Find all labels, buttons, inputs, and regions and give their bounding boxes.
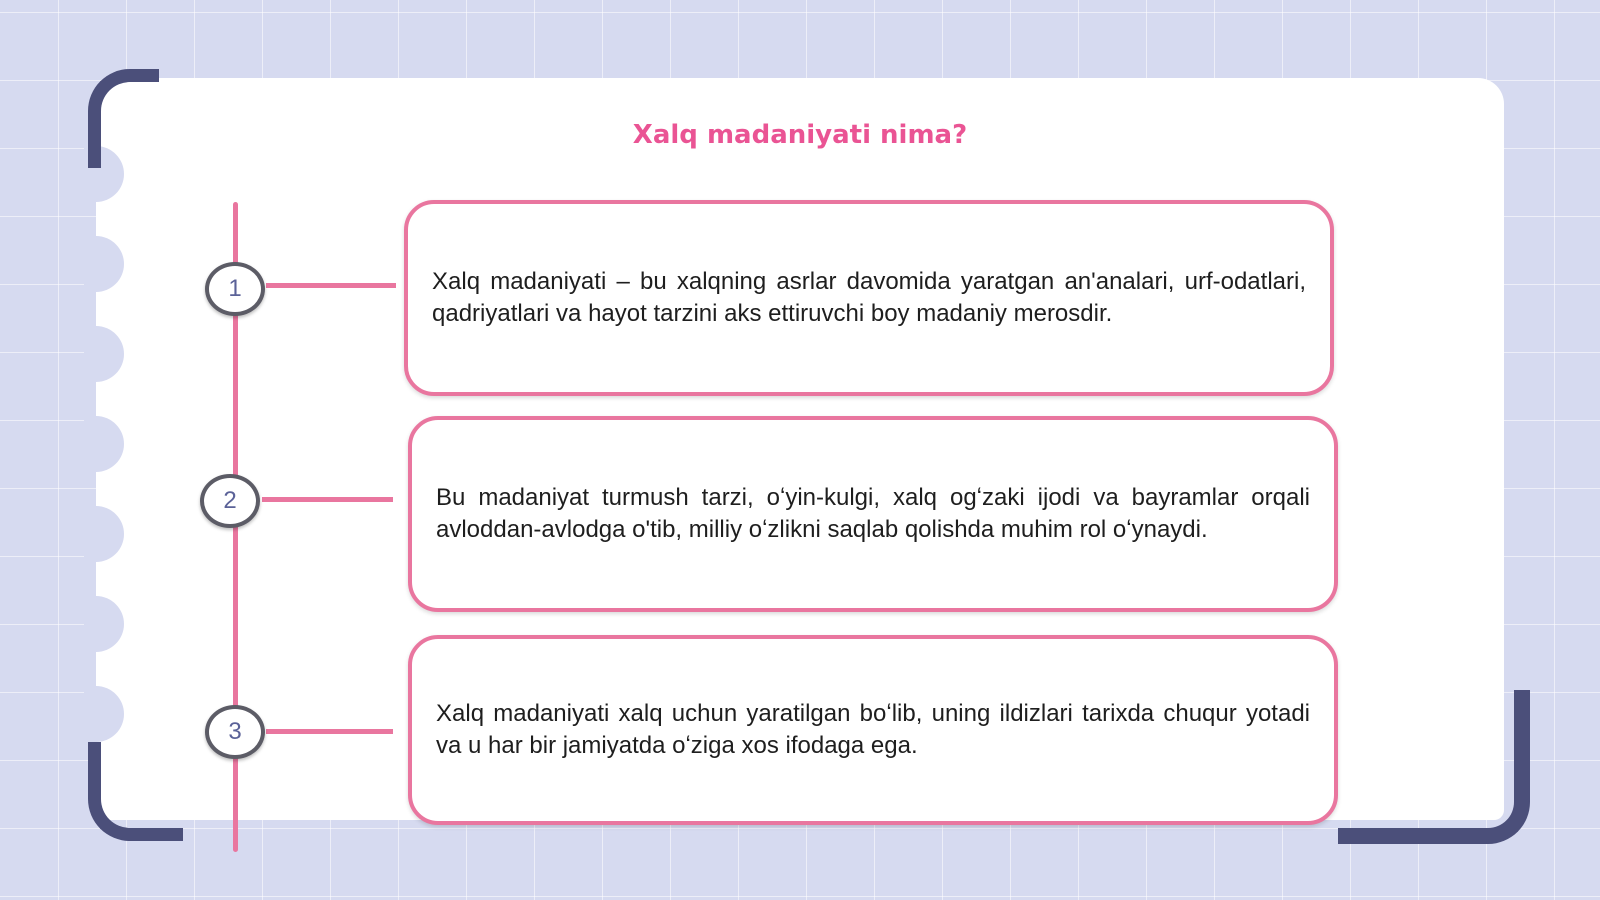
- corner-bracket-bottom-right: [1338, 690, 1530, 844]
- connector-line: [262, 497, 393, 502]
- step-number-badge: 2: [200, 474, 260, 528]
- step-number-badge: 1: [205, 262, 265, 316]
- slide-title: Xalq madaniyati nima?: [632, 120, 968, 150]
- connector-line: [266, 729, 393, 734]
- corner-bracket-top-left: [88, 69, 159, 168]
- connector-line: [266, 283, 396, 288]
- corner-bracket-bottom-left: [88, 742, 183, 841]
- info-card-text: Xalq madaniyati – bu xalqning asrlar davomida yaratgan an'analari, urf-odatlari, qadriyatlari va hayot tarzini aks ettiruvchi boy madaniy merosdir.: [432, 268, 1306, 327]
- info-card: [404, 200, 1334, 396]
- info-card-text: Bu madaniyat turmush tarzi, oʻyin-kulgi, xalq ogʻzaki ijodi va bayramlar orqali avloddan-avlodga o'tib, milliy oʻzlikni saqlab qolishda muhim rol oʻynaydi.: [436, 484, 1310, 543]
- info-card-text: Xalq madaniyati xalq uchun yaratilgan boʻlib, uning ildizlari tarixda chuqur yotadi va u har bir jamiyatda oʻziga xos ifodaga ega.: [436, 700, 1310, 759]
- info-card: [408, 635, 1338, 825]
- step-number-badge: 3: [205, 705, 265, 759]
- info-card: [408, 416, 1338, 612]
